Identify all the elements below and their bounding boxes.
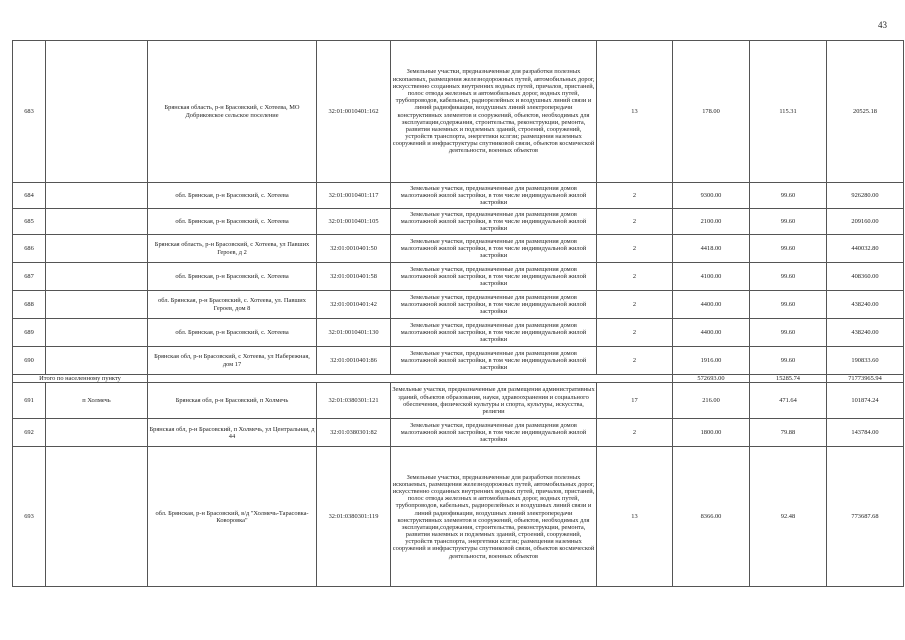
area-cell: 1800.00	[673, 419, 750, 447]
address-cell: обл. Брянская, р-н Брасовский, с. Хотеева	[148, 319, 317, 347]
address-cell: обл. Брянская, р-н Брасовский, с. Хотеева	[148, 209, 317, 235]
row-number: 685	[13, 209, 46, 235]
total-rate: 15285.74	[750, 375, 827, 383]
cadastral-number: 32:01:0010401:117	[317, 183, 391, 209]
purpose-group: 2	[597, 183, 673, 209]
area-cell: 178.00	[673, 41, 750, 183]
area-cell: 8366.00	[673, 447, 750, 587]
rate-cell: 99.60	[750, 183, 827, 209]
cadastral-value-cell: 209160.00	[827, 209, 904, 235]
cadastral-value-cell: 408360.00	[827, 263, 904, 291]
area-cell: 9300.00	[673, 183, 750, 209]
area-cell: 4400.00	[673, 319, 750, 347]
settlement-name	[46, 235, 148, 263]
land-purpose: Земельные участки, предназначенные для размещения домов малоэтажной жилой застройки, в том числе индивидуальной жилой застройки	[391, 235, 597, 263]
rate-cell: 115.31	[750, 41, 827, 183]
table-row	[13, 209, 904, 235]
purpose-group: 2	[597, 319, 673, 347]
total-area: 572693.00	[673, 375, 750, 383]
cadastral-number: 32:01:0380301:82	[317, 419, 391, 447]
row-number: 691	[13, 383, 46, 419]
rate-cell: 79.88	[750, 419, 827, 447]
cadastral-number: 32:01:0010401:162	[317, 41, 391, 183]
rate-cell: 92.48	[750, 447, 827, 587]
cadastral-value-cell: 926280.00	[827, 183, 904, 209]
purpose-group: 2	[597, 347, 673, 375]
rate-cell: 471.64	[750, 383, 827, 419]
settlement-name: п Холмечь	[46, 383, 148, 419]
rate-cell: 99.60	[750, 235, 827, 263]
settlement-name	[46, 291, 148, 319]
cadastral-number: 32:01:0010401:58	[317, 263, 391, 291]
address-cell: Брянская область, р-н Брасовский, с Хотеева, МО Добриковское сельское поселение	[148, 41, 317, 183]
purpose-group: 2	[597, 209, 673, 235]
purpose-group: 2	[597, 291, 673, 319]
cadastral-number: 32:01:0010401:86	[317, 347, 391, 375]
settlement-name	[46, 209, 148, 235]
row-number: 686	[13, 235, 46, 263]
row-number: 689	[13, 319, 46, 347]
row-number: 683	[13, 41, 46, 183]
table-body	[13, 41, 904, 587]
table-row	[13, 319, 904, 347]
address-cell: обл. Брянская, р-н Брасовский, с. Хотеева	[148, 183, 317, 209]
cadastral-value-cell: 20525.18	[827, 41, 904, 183]
area-cell: 4400.00	[673, 291, 750, 319]
purpose-group: 17	[597, 383, 673, 419]
row-number: 690	[13, 347, 46, 375]
table-row	[13, 183, 904, 209]
cadastral-number: 32:01:0380301:121	[317, 383, 391, 419]
address-cell: Брянская обл, р-н Брасовский, с Хотеева, ул Набережная, дом 17	[148, 347, 317, 375]
purpose-group: 2	[597, 235, 673, 263]
row-number: 684	[13, 183, 46, 209]
rate-cell: 99.60	[750, 319, 827, 347]
land-purpose: Земельные участки, предназначенные для размещения домов малоэтажной жилой застройки, в том числе индивидуальной жилой застройки	[391, 347, 597, 375]
cadastral-value-table	[12, 40, 904, 587]
table-row	[13, 347, 904, 375]
address-cell: Брянская обл, р-н Брасовский, п Холмечь, ул Центральная, д 44	[148, 419, 317, 447]
cadastral-number: 32:01:0010401:105	[317, 209, 391, 235]
table-row	[13, 291, 904, 319]
settlement-name	[46, 419, 148, 447]
rate-cell: 99.60	[750, 347, 827, 375]
address-cell: обл. Брянская, р-н Брасовский, с. Хотеева	[148, 263, 317, 291]
land-purpose: Земельные участки, предназначенные для размещения домов малоэтажной жилой застройки, в том числе индивидуальной жилой застройки	[391, 291, 597, 319]
cadastral-number: 32:01:0010401:50	[317, 235, 391, 263]
page-number: 43	[878, 20, 887, 30]
land-purpose: Земельные участки, предназначенные для размещения административных зданий, объектов образования, науки, здравоохранения и социального обеспечения, физической культуры и спорта, культуры, искусства, религии	[391, 383, 597, 419]
cadastral-value-cell: 101874.24	[827, 383, 904, 419]
rate-cell: 99.60	[750, 263, 827, 291]
settlement-name	[46, 263, 148, 291]
cadastral-value-cell: 440032.80	[827, 235, 904, 263]
settlement-name	[46, 41, 148, 183]
rate-cell: 99.60	[750, 209, 827, 235]
land-purpose: Земельные участки, предназначенные для размещения домов малоэтажной жилой застройки, в том числе индивидуальной жилой застройки	[391, 319, 597, 347]
area-cell: 4100.00	[673, 263, 750, 291]
land-purpose: Земельные участки, предназначенные для разработки полезных ископаемых, размещения железнодорожных путей, автомобильных дорог, искусственно созданных внутренних водных путей, причалов, пристаней, полос отвода железных и автомобильных дорог, водных путей, трубопроводов, кабельных, радиорелейных и воздушных линий связи и линий радиофикации, воздушных линий электропередачи конструктивных элементов и сооружений, объектов, необходимых для эксплуатации,содержания, строительства, реконструкции, ремонта, развития наземных и подземных зданий, строений, сооружений, устройств транспорта, энергетики кслгзи; размещения наземных сооружений и инфраструктуры спутниковой связи, объектов космической деятельности, военных объектов	[391, 41, 597, 183]
table-row	[13, 41, 904, 183]
cadastral-value-cell: 773687.68	[827, 447, 904, 587]
cadastral-value-cell: 143784.00	[827, 419, 904, 447]
table-row	[13, 263, 904, 291]
settlement-name	[46, 319, 148, 347]
purpose-group: 2	[597, 263, 673, 291]
settlement-name	[46, 347, 148, 375]
table-row	[13, 383, 904, 419]
total-empty-cell	[148, 375, 673, 383]
settlement-name	[46, 183, 148, 209]
rate-cell: 99.60	[750, 291, 827, 319]
address-cell: Брянская область, р-н Брасовский, с Хотеева, ул Павших Героев, д 2	[148, 235, 317, 263]
land-purpose: Земельные участки, предназначенные для размещения домов малоэтажной жилой застройки, в том числе индивидуальной жилой застройки	[391, 419, 597, 447]
area-cell: 1916.00	[673, 347, 750, 375]
land-purpose: Земельные участки, предназначенные для размещения домов малоэтажной жилой застройки, в том числе индивидуальной жилой застройки	[391, 183, 597, 209]
cadastral-value-cell: 438240.00	[827, 291, 904, 319]
total-value: 71773965.94	[827, 375, 904, 383]
row-number: 693	[13, 447, 46, 587]
purpose-group: 13	[597, 447, 673, 587]
address-cell: обл. Брянская, р-н Брасовский, с. Хотеева, ул. Павших Героев, дом 8	[148, 291, 317, 319]
address-cell: Брянская обл, р-н Брасовский, п Холмечь	[148, 383, 317, 419]
land-purpose: Земельные участки, предназначенные для размещения домов малоэтажной жилой застройки, в том числе индивидуальной жилой застройки	[391, 263, 597, 291]
purpose-group: 2	[597, 419, 673, 447]
cadastral-value-cell: 438240.00	[827, 319, 904, 347]
table-row	[13, 419, 904, 447]
settlement-name	[46, 447, 148, 587]
land-purpose: Земельные участки, предназначенные для размещения домов малоэтажной жилой застройки, в том числе индивидуальной жилой застройки	[391, 209, 597, 235]
area-cell: 4418.00	[673, 235, 750, 263]
cadastral-number: 32:01:0010401:130	[317, 319, 391, 347]
table-row	[13, 447, 904, 587]
cadastral-value-cell: 190833.60	[827, 347, 904, 375]
land-purpose: Земельные участки, предназначенные для разработки полезных ископаемых, размещения железнодорожных путей, автомобильных дорог, искусственно созданных внутренних водных путей, причалов, пристаней, полос отвода железных и автомобильных дорог, водных путей, трубопроводов, кабельных, радиорелейных и воздушных линий связи и линий радиофикации, воздушных линий электропередачи конструктивных элементов и сооружений, объектов, необходимых для эксплуатации,содержания, строительства, реконструкции, ремонта, развития наземных и подземных зданий, строений, сооружений, устройств транспорта, энергетики кслгзи; размещения наземных сооружений и инфраструктуры спутниковой связи, объектов космической деятельности, военных объектов	[391, 447, 597, 587]
purpose-group: 13	[597, 41, 673, 183]
total-row	[13, 375, 904, 383]
row-number: 692	[13, 419, 46, 447]
row-number: 688	[13, 291, 46, 319]
row-number: 687	[13, 263, 46, 291]
table-row	[13, 235, 904, 263]
cadastral-number: 32:01:0380301:119	[317, 447, 391, 587]
address-cell: обл. Брянская, р-н Брасовский, в/д "Холмечь-Тарасовка-Коворовка"	[148, 447, 317, 587]
cadastral-number: 32:01:0010401:42	[317, 291, 391, 319]
area-cell: 2100.00	[673, 209, 750, 235]
total-label: Итого по населенному пункту	[13, 375, 148, 383]
area-cell: 216.00	[673, 383, 750, 419]
